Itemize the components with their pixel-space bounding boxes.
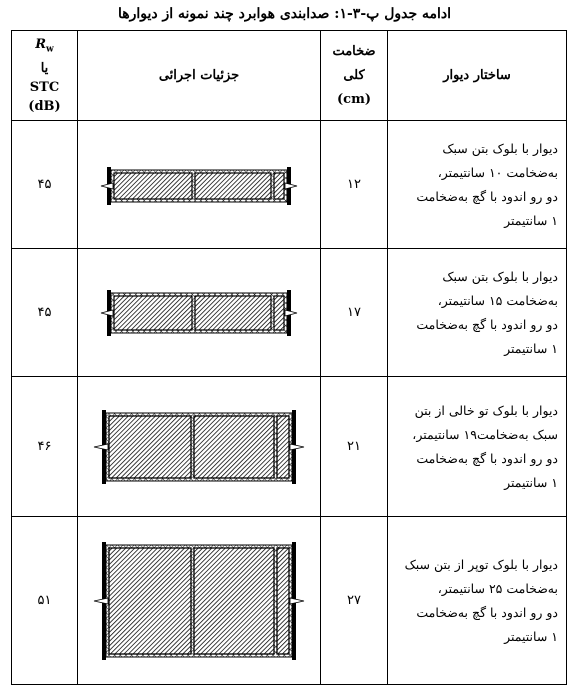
table-row <box>12 517 567 685</box>
wall-section-drawing <box>92 402 306 492</box>
row-structure: دیوار با بلوک بتن سبک به‌ضخامت ۱۵ سانتیمتر، دو رو اندود با گچ به‌ضخامت ۱ سانتیمتر <box>388 249 567 377</box>
row-thickness: ۱۲ <box>321 121 388 249</box>
row-structure: دیوار با بلوک توپر از بتن سبک به‌ضخامت ۲۵ سانتیمتر، دو رو اندود با گچ به‌ضخامت ۱ سانتیمتر <box>388 517 567 685</box>
table-caption: ادامه جدول پ-۳-۱: صدابندی هوابرد چند نمونه از دیوارها <box>117 6 452 22</box>
wall-section-drawing <box>92 536 306 666</box>
row-thickness: ۲۷ <box>321 517 388 685</box>
header-rw-or: یا <box>40 61 49 77</box>
row-detail-drawing <box>78 377 321 517</box>
table-row <box>12 249 567 377</box>
row-rw: ۴۶ <box>12 377 78 517</box>
row-rw: ۴۵ <box>12 121 78 249</box>
header-thickness-unit: (cm) <box>337 91 371 107</box>
table-row <box>12 121 567 249</box>
row-structure: دیوار با بلوک تو خالی از بتن سبک به‌ضخامت۱۹ سانتیمتر، دو رو اندود با گچ به‌ضخامت ۱ سانتیمتر <box>388 377 567 517</box>
row-rw: ۴۵ <box>12 249 78 377</box>
row-detail-drawing <box>78 121 321 249</box>
header-thickness <box>321 31 388 121</box>
header-rw-stc: STC <box>29 80 60 96</box>
wall-section-drawing <box>99 155 299 215</box>
wall-section-drawing <box>99 280 299 346</box>
header-details: جزئیات اجرائی <box>78 31 321 121</box>
wall-sound-insulation-table <box>11 30 567 685</box>
row-thickness: ۲۱ <box>321 377 388 517</box>
header-structure: ساختار دیوار <box>388 31 567 121</box>
row-thickness: ۱۷ <box>321 249 388 377</box>
table-row <box>12 377 567 517</box>
header-thickness-line2: کلی <box>343 67 365 83</box>
row-detail-drawing <box>78 249 321 377</box>
header-rw <box>12 31 78 121</box>
row-detail-drawing <box>78 517 321 685</box>
header-thickness-line1: ضخامت <box>332 43 376 59</box>
header-rw-symbol: $R_w$ <box>35 36 54 55</box>
row-rw: ۵۱ <box>12 517 78 685</box>
table-header-row <box>12 31 567 121</box>
header-rw-unit: (dB) <box>28 99 61 115</box>
row-structure: دیوار با بلوک بتن سبک به‌ضخامت ۱۰ سانتیمتر، دو رو اندود با گچ به‌ضخامت ۱ سانتیمتر <box>388 121 567 249</box>
